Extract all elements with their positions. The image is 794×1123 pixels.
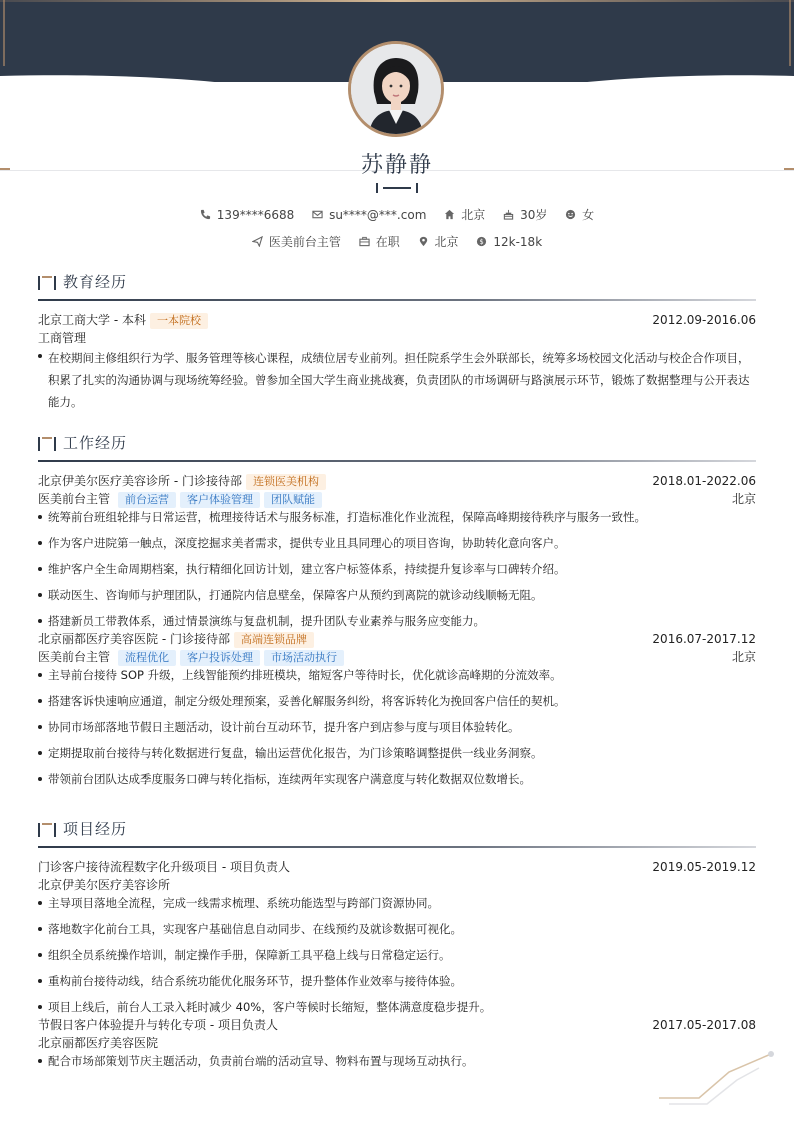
email-item (312, 208, 426, 222)
job-bullets (38, 508, 756, 630)
job-header (38, 472, 756, 490)
corner-decoration (659, 1050, 774, 1105)
job-location: 北京 (731, 650, 756, 664)
hometown-text: 北京 (461, 208, 486, 222)
city-item (418, 233, 459, 250)
job-date: 2018.01-2022.06 (652, 474, 756, 488)
section-mark-icon (38, 437, 56, 451)
skill-tag: 流程优化 (118, 650, 176, 666)
major-text: 工商管理 (38, 331, 87, 345)
list-item: 协同市场部落地节假日主题活动，设计前台互动环节，提升客户到店参与度与项目体验转化。 (38, 718, 756, 744)
education-major (38, 329, 756, 347)
education-desc-text: 在校期间主修组织行为学、服务管理等核心课程，成绩位居专业前列。担任院系学生会外联部长，统筹多场校园文化活动与校企合作项目，积累了扎实的沟通协调与现场统筹经验。曾参加全国大学生商业挑战赛，负责团队的市场调研与路演展示环节，锻炼了数据整理与公开表达能力。 (38, 347, 756, 413)
section-mark-icon (38, 276, 56, 290)
status-item (359, 233, 400, 250)
work-section (38, 432, 756, 788)
smile-icon (565, 209, 576, 220)
job-role: 医美前台主管 (38, 492, 111, 506)
location-pin-icon (418, 236, 429, 247)
list-item: 搭建客诉快速响应通道，制定分级处理预案，妥善化解服务纠纷，将客诉转化为挽回客户信任的契机。 (38, 692, 756, 718)
section-title: 教育经历 (63, 273, 128, 291)
job-target-text: 医美前台主管 (268, 235, 341, 249)
education-section (38, 271, 756, 413)
phone-item (200, 208, 294, 222)
send-icon (252, 236, 263, 247)
company-name: 北京伊美尔医疗美容诊所 - 门诊接待部 (38, 474, 242, 488)
age-item (503, 206, 547, 223)
phone-icon (200, 209, 211, 220)
job-location: 北京 (731, 492, 756, 506)
gender-text: 女 (582, 208, 595, 222)
job-intent-row (0, 233, 794, 250)
company-tag: 高端连锁品牌 (234, 632, 314, 648)
job-role-line (38, 490, 756, 508)
skill-tag: 前台运营 (118, 492, 176, 508)
project-org: 北京丽都医疗美容医院 (38, 1036, 159, 1050)
project-header (38, 1016, 756, 1034)
school-name: 北京工商大学 - 本科 (38, 313, 146, 327)
section-mark-icon (38, 823, 56, 837)
list-item: 主导项目落地全流程，完成一线需求梳理、系统功能选型与跨部门资源协同。 (38, 894, 756, 920)
gender-item (565, 206, 594, 223)
project-header (38, 858, 756, 876)
skill-tag: 团队赋能 (264, 492, 322, 508)
project-date: 2019.05-2019.12 (652, 860, 756, 874)
section-title: 项目经历 (63, 820, 128, 838)
project-bullets (38, 1052, 756, 1078)
briefcase-icon (359, 236, 370, 247)
project-org: 北京伊美尔医疗美容诊所 (38, 878, 171, 892)
education-date: 2012.09-2016.06 (652, 313, 756, 327)
candidate-name: 苏静静 (360, 153, 433, 178)
job-date: 2016.07-2017.12 (652, 632, 756, 646)
age-text: 30岁 (520, 208, 548, 222)
list-item: 定期提取前台接待与转化数据进行复盘，输出运营优化报告，为门诊策略调整提供一线业务洞察。 (38, 744, 756, 770)
contact-row (0, 206, 794, 223)
list-item: 配合市场部策划节庆主题活动，负责前台端的活动宣导、物料布置与现场互动执行。 (38, 1052, 756, 1078)
skill-tag: 客户体验管理 (180, 492, 260, 508)
job-target-item (252, 233, 341, 250)
projects-section (38, 818, 756, 1078)
avatar (348, 41, 444, 137)
mail-icon (312, 209, 323, 220)
project-date: 2017.05-2017.08 (652, 1018, 756, 1032)
phone-text: 139****6688 (216, 207, 295, 222)
cake-icon (503, 209, 514, 220)
list-item: 带领前台团队达成季度服务口碑与转化指标，连续两年实现客户满意度与转化数据双位数增长。 (38, 770, 756, 788)
job-role: 医美前台主管 (38, 650, 111, 664)
name-divider (376, 182, 418, 194)
money-icon (476, 236, 487, 247)
list-item: 主导前台接待 SOP 升级，上线智能预约排班模块，缩短客户等待时长，优化就诊高峰期的分流效率。 (38, 666, 756, 692)
skill-tag: 客户投诉处理 (180, 650, 260, 666)
list-item: 维护客户全生命周期档案，执行精细化回访计划，建立客户标签体系，持续提升复诊率与口碑转介绍。 (38, 560, 756, 586)
project-name: 门诊客户接待流程数字化升级项目 - 项目负责人 (38, 860, 290, 874)
job-role-line (38, 648, 756, 666)
school-tag: 一本院校 (150, 313, 208, 329)
education-description (38, 347, 756, 413)
list-item: 联动医生、咨询师与护理团队，打通院内信息壁垒，保障客户从预约到离院的就诊动线顺畅无阻。 (38, 586, 756, 612)
skill-tag: 市场活动执行 (264, 650, 344, 666)
list-item: 组织全员系统操作培训，制定操作手册，保障新工具平稳上线与日常稳定运行。 (38, 946, 756, 972)
list-item: 落地数字化前台工具，实现客户基础信息自动同步、在线预约及就诊数据可视化。 (38, 920, 756, 946)
list-item: 重构前台接待动线，结合系统功能优化服务环节，提升整体作业效率与接待体验。 (38, 972, 756, 998)
city-text: 北京 (434, 235, 459, 249)
list-item: 统筹前台班组轮排与日常运营，梳理接待话术与服务标准，打造标准化作业流程，保障高峰期接待秩序与服务一致性。 (38, 508, 756, 534)
job-bullets (38, 666, 756, 788)
education-entry-header (38, 311, 756, 329)
project-name: 节假日客户体验提升与转化专项 - 项目负责人 (38, 1018, 278, 1032)
home-icon (444, 209, 455, 220)
company-tag: 连锁医美机构 (246, 474, 326, 490)
email-text: su****@***.com (329, 207, 427, 222)
svg-text:$: $ (479, 237, 485, 246)
section-title: 工作经历 (63, 434, 128, 452)
salary-item (476, 235, 542, 249)
project-bullets (38, 894, 756, 1016)
salary-text: 12k-18k (493, 234, 543, 249)
project-org-line (38, 876, 756, 894)
hometown-item (444, 206, 485, 223)
job-header (38, 630, 756, 648)
list-item: 搭建新员工带教体系，通过情景演练与复盘机制，提升团队专业素养与服务应变能力。 (38, 612, 756, 630)
list-item: 项目上线后，前台人工录入耗时减少 40%，客户等候时长缩短，整体满意度稳步提升。 (38, 998, 756, 1016)
company-name: 北京丽都医疗美容医院 - 门诊接待部 (38, 632, 230, 646)
status-text: 在职 (375, 235, 400, 249)
list-item: 作为客户进院第一触点，深度挖掘求美者需求，提供专业且具同理心的项目咨询，协助转化意向客户。 (38, 534, 756, 560)
project-org-line (38, 1034, 756, 1052)
